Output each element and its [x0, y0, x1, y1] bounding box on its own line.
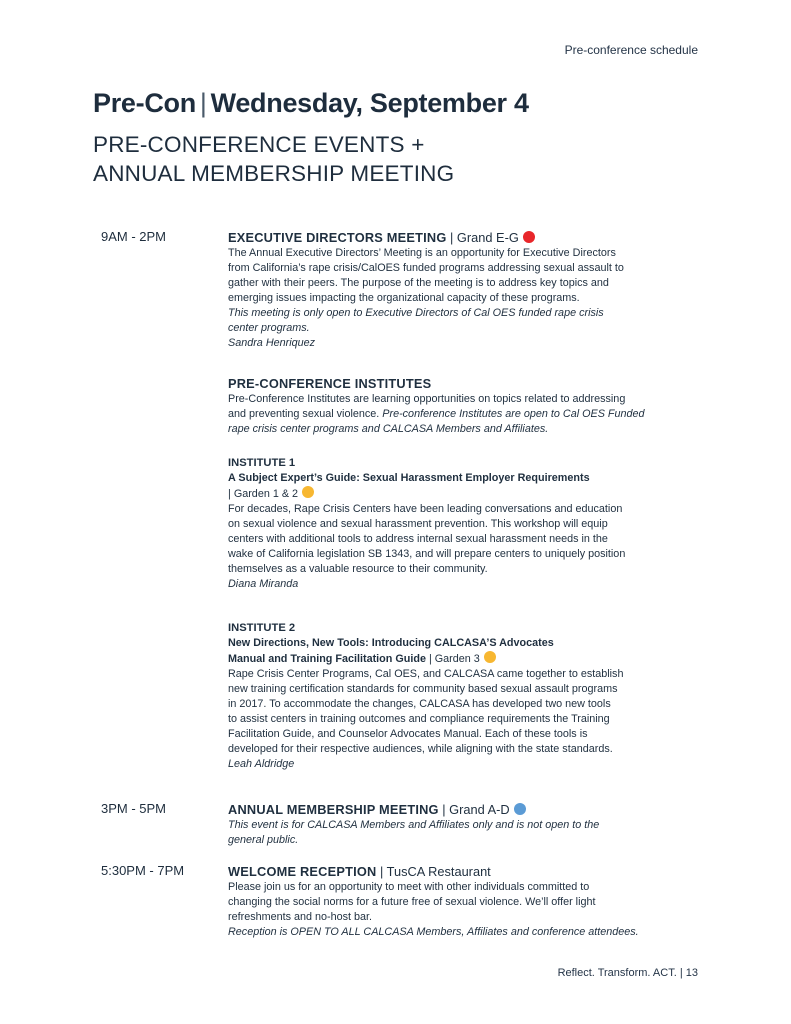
title-day: Pre-Con: [93, 88, 196, 118]
session-location: Grand A-D: [449, 802, 510, 817]
description-line: rape crisis center programs and CALCASA Members and Affiliates.: [228, 423, 549, 435]
session-exec: [228, 229, 698, 351]
page-footer: Reflect. Transform. ACT. | 13: [557, 967, 698, 979]
session-name: PRE-CONFERENCE INSTITUTES: [228, 376, 432, 391]
page-subtitle: [93, 130, 454, 188]
institute-location: Garden 3: [434, 653, 480, 665]
session-title: ANNUAL MEMBERSHIP MEETING | Grand A-D: [228, 801, 698, 818]
speaker-name: Sandra Henriquez: [228, 337, 316, 349]
description-line: emerging issues impacting the organizational capacity of these programs.: [228, 292, 580, 304]
session-location: TusCA Restaurant: [386, 864, 491, 879]
session-reception: [228, 863, 698, 940]
session-annual: [228, 801, 698, 848]
session-title: WELCOME RECEPTION | TusCA Restaurant: [228, 864, 491, 879]
subtitle-line-2: ANNUAL MEMBERSHIP MEETING: [93, 161, 455, 186]
note-line: center programs.: [228, 322, 310, 334]
institute-location-line: | Garden 1 & 2: [228, 486, 698, 502]
description-line: refreshments and no-host bar.: [228, 911, 373, 923]
description-line: For decades, Rape Crisis Centers have been leading conversations and education: [228, 503, 623, 515]
speaker-name: Leah Aldridge: [228, 758, 295, 770]
description-line: Please join us for an opportunity to meet with other individuals committed to: [228, 881, 590, 893]
time-reception: 5:30PM - 7PM: [101, 863, 185, 878]
red-dot-icon: [523, 231, 535, 243]
description-line: gather with their peers. The purpose of the meeting is to address key topics and: [228, 277, 609, 289]
institute-title-cont: Manual and Training Facilitation Guide: [228, 653, 426, 665]
institute-location: Garden 1 & 2: [233, 488, 299, 500]
title-separator: |: [199, 88, 207, 118]
note-line: Reception is OPEN TO ALL CALCASA Members, Affiliates and conference attendees.: [228, 926, 639, 938]
description-plain: and preventing sexual violence.: [228, 408, 383, 420]
institute-title: New Directions, New Tools: Introducing CALCASA’S Advocates: [228, 637, 554, 649]
session-name: ANNUAL MEMBERSHIP MEETING: [228, 802, 439, 817]
footer-tagline: Reflect. Transform. ACT.: [557, 967, 677, 979]
description-line: centers with additional tools to address internal sexual harassment needs in the: [228, 533, 608, 545]
section-label: Pre-conference schedule: [564, 43, 698, 57]
description-italic: Pre-conference Institutes are open to Cal OES Funded: [382, 408, 645, 420]
institute-title-line-2: Manual and Training Facilitation Guide | Garden 3: [228, 651, 698, 667]
note-line: This event is for CALCASA Members and Affiliates only and is not open to the: [228, 819, 600, 831]
time-annual: 3PM - 5PM: [101, 801, 167, 816]
description-line: Pre-Conference Institutes are learning opportunities on topics related to addressing: [228, 393, 626, 405]
description-line: from California’s rape crisis/CalOES funded programs addressing sexual assault to: [228, 262, 624, 274]
orange-dot-icon: [484, 651, 496, 663]
institute-title: A Subject Expert’s Guide: Sexual Harassment Employer Requirements: [228, 472, 590, 484]
description-line: themselves as a valuable resource to their community.: [228, 563, 488, 575]
session-institutes: [228, 375, 698, 437]
note-line: general public.: [228, 834, 299, 846]
time-exec: 9AM - 2PM: [101, 229, 167, 244]
institute-label: INSTITUTE 1: [228, 457, 296, 469]
description-line: [228, 407, 698, 422]
institute-label: INSTITUTE 2: [228, 622, 296, 634]
description-line: The Annual Executive Directors’ Meeting is an opportunity for Executive Directors: [228, 247, 616, 259]
description-line: new training certification standards for community based sexual assault programs: [228, 683, 618, 695]
speaker-name: Diana Miranda: [228, 578, 299, 590]
description-line: wake of California legislation SB 1343, and will prepare centers to uniquely position: [228, 548, 626, 560]
description-line: in 2017. To accommodate the changes, CALCASA has developed two new tools: [228, 698, 611, 710]
title-date: Wednesday, September 4: [210, 88, 529, 118]
description-line: changing the social norms for a future free of sexual violence. We’ll offer light: [228, 896, 596, 908]
session-title: EXECUTIVE DIRECTORS MEETING | Grand E-G: [228, 229, 698, 246]
session-name: WELCOME RECEPTION: [228, 864, 377, 879]
description-line: Facilitation Guide, and Counselor Advocates Manual. Each of these tools is: [228, 728, 588, 740]
subtitle-line-1: PRE-CONFERENCE EVENTS +: [93, 132, 425, 157]
note-line: This meeting is only open to Executive Directors of Cal OES funded rape crisis: [228, 307, 604, 319]
description-line: developed for their respective audiences, while aligning with the state standards.: [228, 743, 613, 755]
institute-2: [228, 621, 698, 772]
session-location: Grand E-G: [456, 230, 519, 245]
blue-dot-icon: [514, 803, 526, 815]
session-title: [228, 375, 698, 392]
description-line: to assist centers in training outcomes and compliance requirements the Training: [228, 713, 610, 725]
page-number: 13: [685, 967, 698, 979]
orange-dot-icon: [302, 486, 314, 498]
session-name: EXECUTIVE DIRECTORS MEETING: [228, 230, 447, 245]
description-line: on sexual violence and sexual harassment prevention. This workshop will equip: [228, 518, 608, 530]
institute-1: [228, 456, 698, 592]
description-line: Rape Crisis Center Programs, Cal OES, and CALCASA came together to establish: [228, 668, 624, 680]
page-title: [93, 88, 529, 119]
